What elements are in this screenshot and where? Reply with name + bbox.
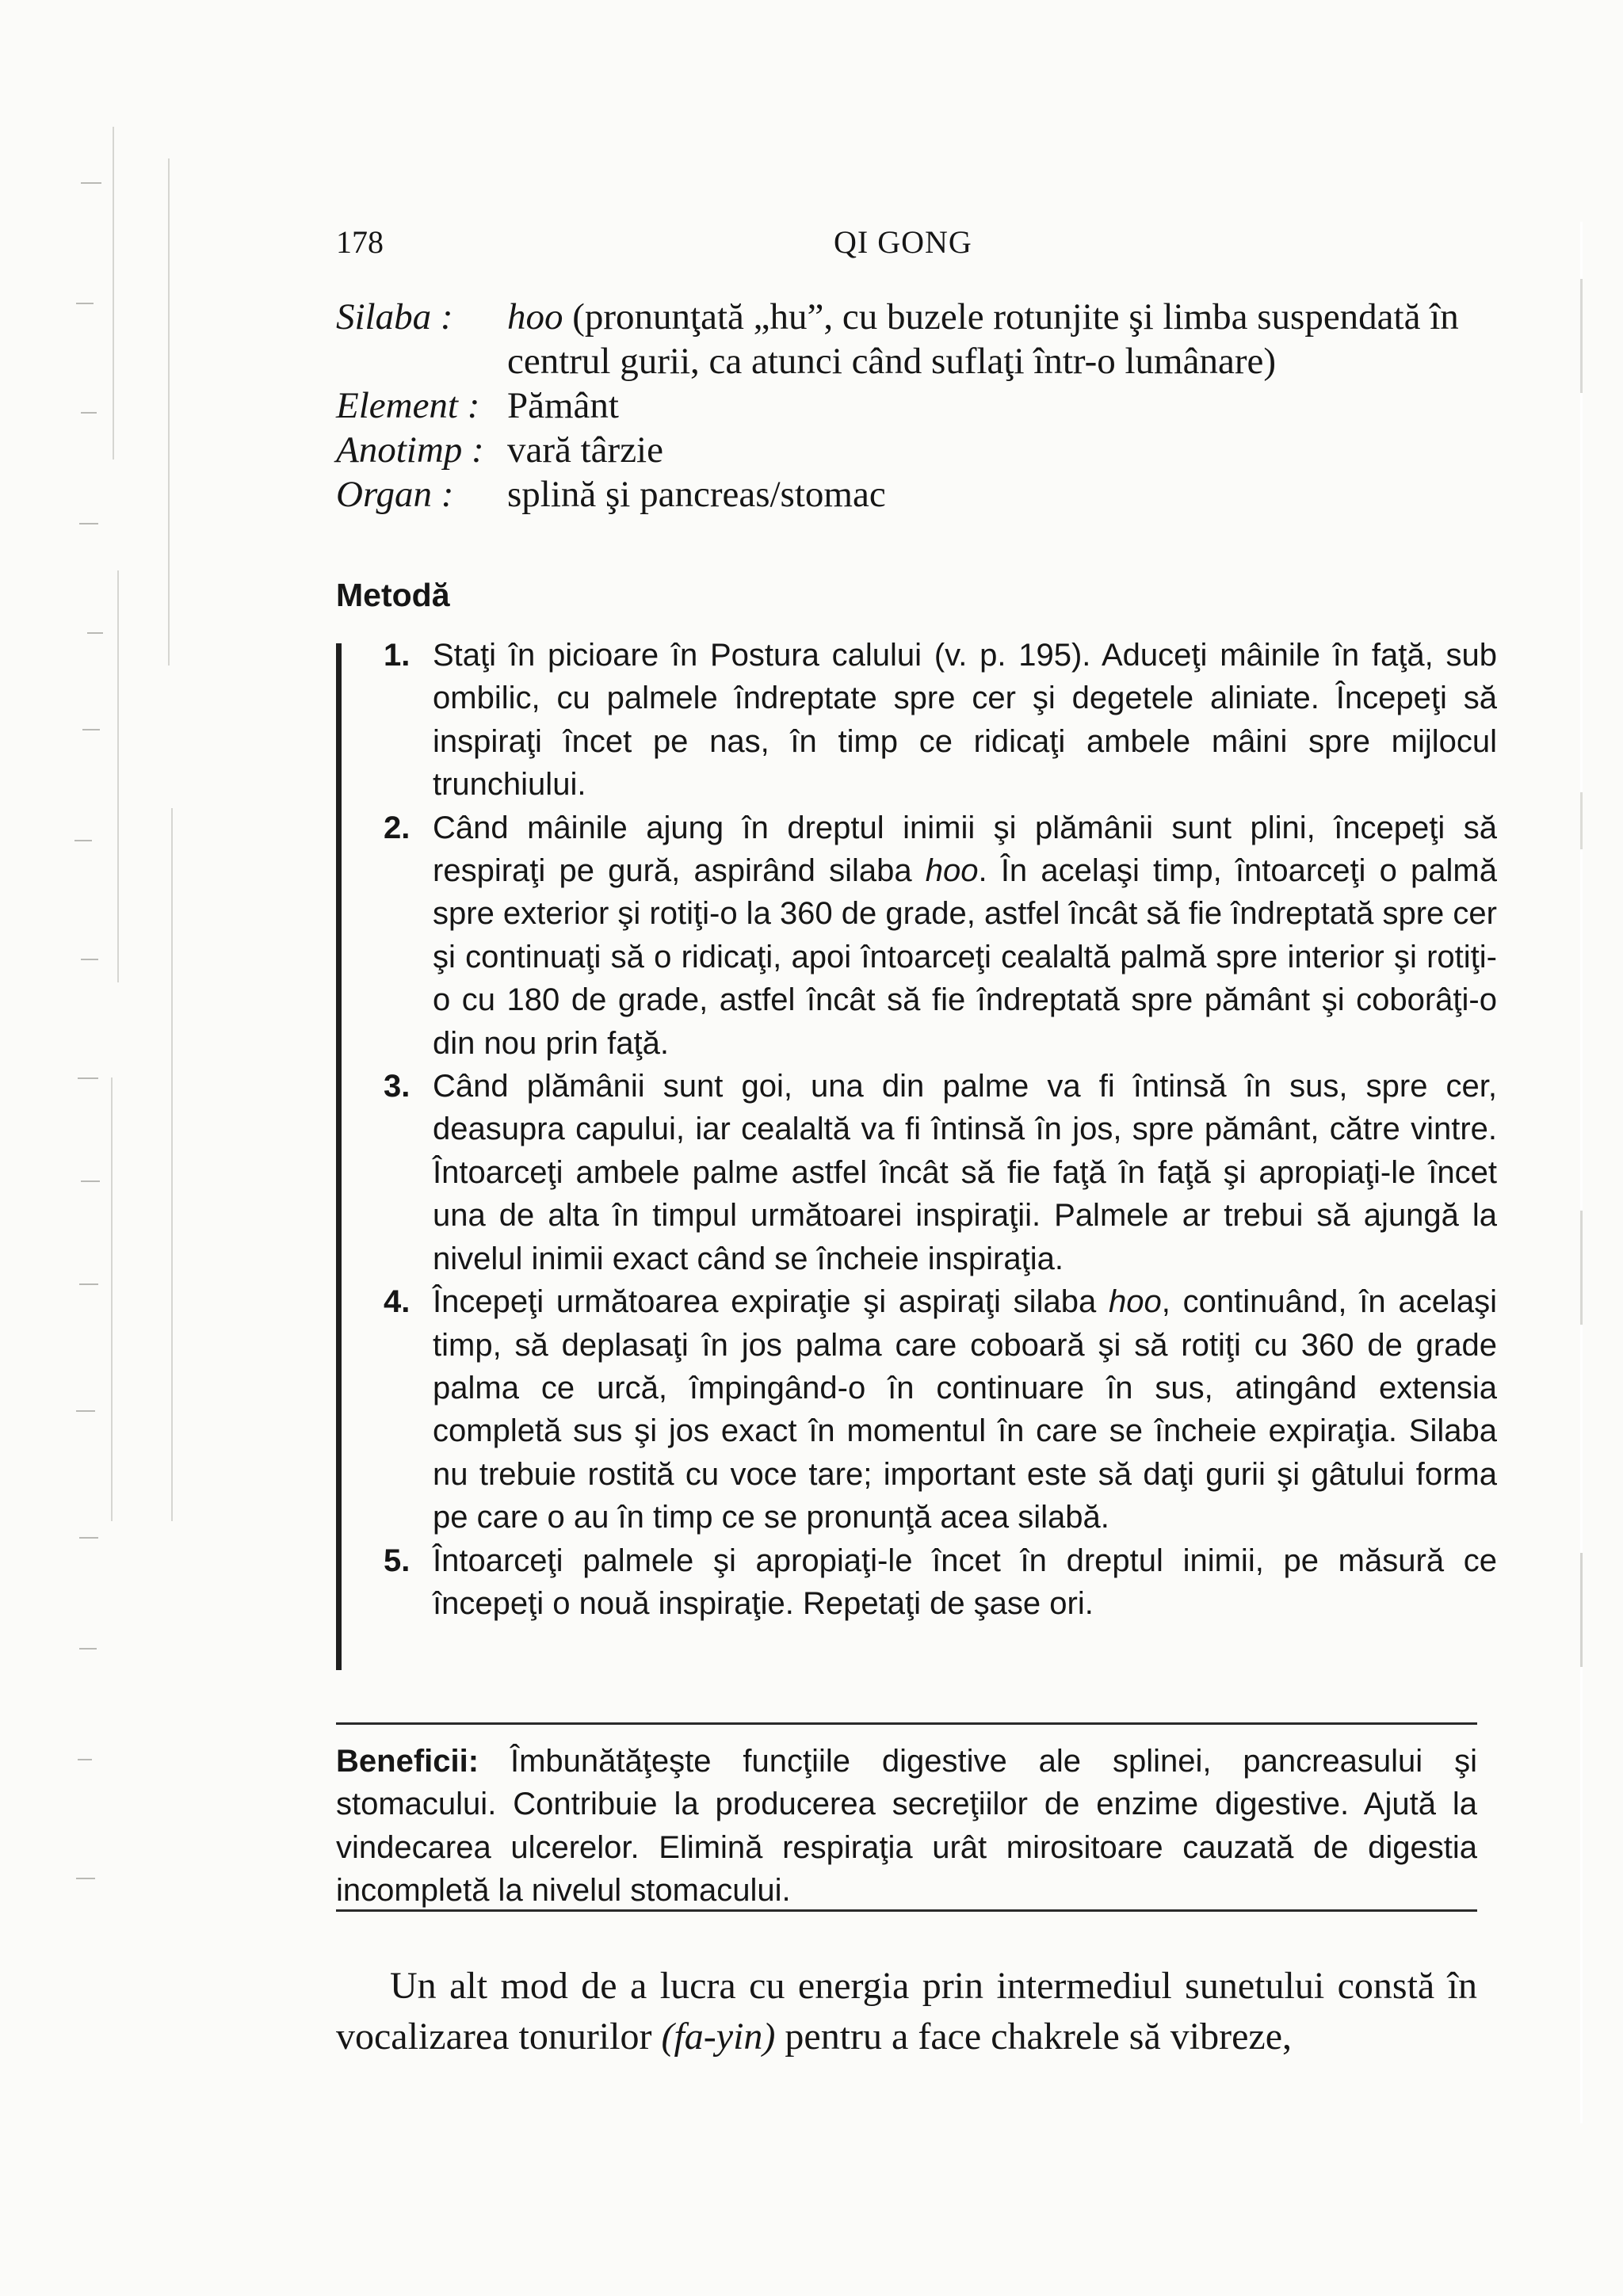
method-side-bar <box>336 643 342 1670</box>
definition-row <box>336 428 1477 472</box>
page-number: 178 <box>336 224 384 260</box>
syllable-term: hoo <box>507 296 563 338</box>
definition-term: Anotimp : <box>336 429 484 471</box>
steps-list <box>384 634 1497 1625</box>
step-number: 5. <box>384 1543 411 1578</box>
term-fa-yin: (fa-yin) <box>661 2016 776 2058</box>
definition-value: hoo (pronunţată „hu”, cu buzele rotunjite şi limba suspendată în centrul gurii, ca atunci când suflaţi într-o lumânare) <box>507 296 1459 382</box>
step-item <box>384 807 1497 1065</box>
step-number: 4. <box>384 1284 411 1320</box>
running-title: QI GONG <box>834 224 972 260</box>
step-text: Când plămânii sunt goi, una din palme va fi întinsă în sus, spre cer, deasupra capului, iar cealaltă va fi întinsă în jos, spre pământ, către vintre. Întoarceţi ambele palme astfel încât să fie faţă în faţă şi apropiaţi-le încet una de alta în timpul următoarei inspiraţii. Palmele ar trebui să ajungă la nivelul inimii exact când se încheie inspiraţia. <box>433 1069 1497 1276</box>
benefits-bottom-rule <box>336 1909 1477 1912</box>
definition-term: Organ : <box>336 474 454 515</box>
syllable-term: hoo <box>925 853 979 889</box>
step-text: Începeţi următoarea expiraţie şi aspiraţi silaba hoo, continuând, în acelaşi timp, să deplasaţi în jos palma care coboară şi să rotiţi cu 360 de grade palma ce urcă, împingând-o în continuare în sus, atingând extensia completă sus şi jos exact în momentul în care se încheie expiraţia. Silaba nu trebuie rostită cu voce tare; important este să daţi gurii şi gâtului forma pe care o au în timp ce se pronunţă acea silabă. <box>433 1284 1497 1535</box>
step-item <box>384 1280 1497 1539</box>
definition-value: vară târzie <box>507 429 663 471</box>
step-number: 1. <box>384 638 411 673</box>
step-text: Când mâinile ajung în dreptul inimii şi plămânii sunt plini, începeţi să respiraţi pe gură, aspirând silaba hoo. În acelaşi timp, întoarceţi o palmă spre exterior şi rotiţi-o la 360 de grade, astfel încât să fie îndreptată spre cer şi continuaţi să o ridicaţi, apoi întoarceţi cealaltă palmă spre interior şi rotiţi-o cu 180 de grade, astfel încât să fie îndreptată spre pământ şi coborâţi-o din nou prin faţă. <box>433 810 1497 1061</box>
step-item <box>384 1539 1497 1626</box>
step-number: 3. <box>384 1069 411 1104</box>
definition-row <box>336 383 1477 428</box>
benefits-text: Îmbunătăţeşte funcţiile digestive ale splinei, pancreasului şi stomacului. Contribuie la producerea secreţiilor de enzime digestive. Ajută la vindecarea ulcerelor. Elimină respiraţia urât mirositoare cauzată de digestia incompletă la nivelul stomacului. <box>336 1744 1477 1909</box>
step-text: Întoarceţi palmele şi apropiaţi-le încet în dreptul inimii, pe măsură ce începeţi o nouă inspiraţie. Repetaţi de şase ori. <box>433 1543 1497 1621</box>
benefits-top-rule <box>336 1722 1477 1725</box>
step-text: Staţi în picioare în Postura calului (v. p. 195). Aduceţi mâinile în faţă, sub ombilic, cu palmele îndreptate spre cer şi degetele aliniate. Începeţi să inspiraţi încet pe nas, în timp ce ridicaţi ambele mâini spre mijlocul trunchiului. <box>433 638 1497 803</box>
definition-term: Element : <box>336 385 480 426</box>
section-heading-method: Metodă <box>336 577 450 613</box>
scan-right-edge <box>1580 222 1583 2123</box>
definition-term: Silaba : <box>336 296 453 338</box>
definition-row <box>336 295 1477 383</box>
benefits-label: Beneficii: <box>336 1744 479 1779</box>
definition-list <box>336 295 1477 517</box>
closing-paragraph: Un alt mod de a lucra cu energia prin intermediul sunetului constă în vocalizarea tonurilor (fa-yin) pentru a face chakrele să vibreze, <box>336 1965 1477 2058</box>
definition-row <box>336 472 1477 517</box>
step-number: 2. <box>384 810 411 845</box>
definition-value: Pământ <box>507 385 619 426</box>
page-header <box>336 223 1477 263</box>
syllable-term: hoo <box>1109 1284 1162 1320</box>
step-item <box>384 634 1497 807</box>
scan-margin-artifacts <box>24 127 206 2266</box>
benefits-box <box>336 1740 1477 1913</box>
step-item <box>384 1065 1497 1280</box>
definition-value: splină şi pancreas/stomac <box>507 474 886 515</box>
